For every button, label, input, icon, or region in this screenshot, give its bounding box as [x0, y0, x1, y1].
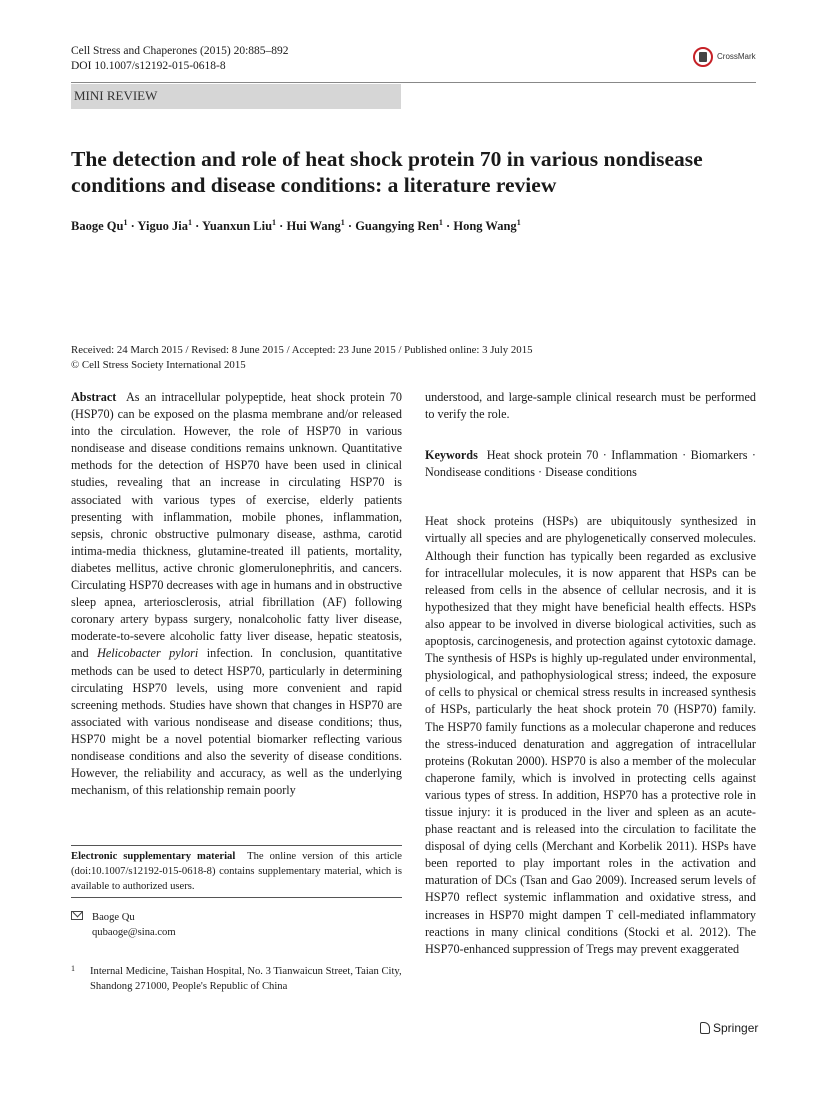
keywords-text: Heat shock protein 70 · Inflammation · Biomarkers · Nondisease conditions · Disease conditions [425, 448, 756, 480]
publisher-name: Springer [713, 1021, 759, 1035]
author-name: Guangying Ren [355, 219, 439, 234]
esm-rule [71, 845, 402, 846]
abstract-text: As an intracellular polypeptide, heat shock protein 70 (HSP70) can be exposed on the plasma membrane and/or released into the circulation. However, the role of HSP70 in various nondisease and disease conditions remains unknown. Quantitative methods for the detection of HSP70 have been used in clinical studies, revealing that an increase in circulating HSP70 is associated with various types of exercise, elderly patients presenting with inflammation, mobile phones, inflammation, sepsis, chronic obstructive pulmonary disease, asthma, carotid intima-media thickness, glutamine-treated ill patients, mortality, diabetes mellitus, active chronic glomerulonephritis, and cancers. Circulating HSP70 decreases with age in humans and in obstructive sleep apnea, arteriosclerosis, atrial fibrillation (AF) following coronary artery bypass surgery, nonalcoholic fatty liver disease, moderate-to-severe alcoholic fatty liver disease, hepatic steatosis, and [71, 390, 403, 661]
author-name: Yiguo Jia [137, 219, 188, 234]
esm-bottom-rule [71, 897, 402, 898]
received-dates: Received: 24 March 2015 / Revised: 8 June 2015 / Accepted: 23 June 2015 / Published online: 3 July 2015 [71, 344, 533, 356]
affiliation-marker: 1 [123, 218, 128, 227]
author-separator: · [442, 219, 454, 234]
abstract-heading: Abstract [71, 390, 117, 404]
article-title: The detection and role of heat shock protein 70 in various nondisease conditions and disease conditions: a literature review [71, 147, 703, 197]
affiliation-text: Internal Medicine, Taishan Hospital, No. 3 Tianwaicun Street, Taian City, Shandong 271000, People's Republic of China [90, 966, 402, 992]
author-name: Baoge Qu [71, 219, 124, 234]
crossmark-label: CrossMark [717, 52, 756, 61]
author-name: Yuanxun Liu [201, 219, 273, 234]
section-label: MINI REVIEW [74, 88, 158, 103]
author-separator: · [192, 219, 202, 234]
springer-horse-icon [700, 1022, 710, 1034]
corresponding-author: Baoge Qu [92, 912, 135, 923]
abstract-column [71, 389, 402, 799]
crossmark-icon [693, 47, 713, 67]
esm-text: The online version of this article (doi:10.1007/s12192-015-0618-8) contains supplementary material, which is available to authorized users. [71, 851, 402, 892]
author-name: Hong Wang [453, 219, 517, 234]
affiliation-marker: 1 [272, 218, 277, 227]
keywords-block [425, 447, 756, 481]
abstract-text-continued: infection. In conclusion, quantitative methods can be used to detect HSP70, particularly in determining circulating HSP70 levels, using more convenient and rapid screening methods. Studies have shown that changes in HSP70 are associated with various nondisease and disease conditions; thus, HSP70 might be a novel potential biomarker reflecting various nondisease conditions and also the severity of disease conditions. However, the reliability and accuracy, as well as the underlying mechanism, of this relationship remain poorly [71, 646, 402, 798]
author-separator: · [127, 219, 138, 234]
introduction-text: Heat shock proteins (HSPs) are ubiquitously synthesized in virtually all species and are phylogenetically conserved molecules. Although their function has typically been regarded as exclusive for intracellular molecules, it is now apparent that HSPs can be released from cells in the absence of cellular necrosis, and it is hypothesized that they might have beneficial health effects. HSPs also appear to be involved in diverse biological activities, such as apoptosis, carcinogenesis, and protection against cytotoxic damage. The synthesis of HSPs is highly up-regulated under environmental, physiological, and pathophysiological stress; indeed, the exposure of cells to physical or chemical stress results in increased synthesis of HSPs, particularly the heat shock protein 70 (HSP70) family. The HSP70 family functions as a molecular chaperone and reduces the stress-induced denaturation and aggregation of intracellular proteins (Rokutan 2000). HSP70 is also a member of the molecular chaperone family, which is involved in protecting cells against various types of stress. In addition, HSP70 has a protective role in tissue injury: it is produced in the liver and spleen as an acute-phase reactant and is released into the circulation to facilitate the disposal of dying cells (Merchant and Korbelik 2011). HSPs have been reported to play important roles in the activation and maturation of DCs (Tsan and Gao 2009). Increased serum levels of HSP70 reflect systemic inflammation and oxidative stress, and increases in HSP70 might dampen T cell-mediated inflammatory reactions in many clinical conditions (Stocki et al. 2012). The HSP70-enhanced suppression of Tregs may prevent exaggerated [425, 514, 756, 956]
journal-name-volume: Cell Stress and Chaperones (2015) 20:885–892 [71, 45, 289, 57]
right-column [425, 389, 756, 958]
crossmark-badge[interactable] [693, 47, 763, 71]
affiliation-marker: 1 [516, 218, 521, 227]
keywords-heading: Keywords [425, 448, 478, 463]
abstract-italic-term: Helicobacter pylori [97, 646, 199, 661]
author-name: Hui Wang [286, 219, 341, 234]
publication-history [71, 343, 533, 373]
copyright-line: © Cell Stress Society International 2015 [71, 359, 246, 371]
author-list [71, 218, 761, 234]
abstract-overflow: understood, and large-sample clinical research must be performed to verify the role. [425, 390, 756, 422]
author-separator: · [276, 219, 287, 234]
envelope-icon [71, 911, 83, 920]
journal-citation [71, 44, 289, 74]
author-separator: · [344, 219, 356, 234]
affiliation-number: 1 [71, 964, 75, 973]
corresponding-email[interactable]: qubaoge@sina.com [92, 927, 176, 938]
affiliation-marker: 1 [438, 218, 443, 227]
esm-note [71, 849, 402, 894]
esm-heading: Electronic supplementary material [71, 851, 236, 862]
affiliation-marker: 1 [340, 218, 345, 227]
header-rule [71, 82, 756, 83]
section-banner [71, 84, 401, 109]
publisher-logo [700, 1021, 758, 1035]
doi-line: DOI 10.1007/s12192-015-0618-8 [71, 60, 226, 72]
affiliation-marker: 1 [188, 218, 192, 227]
